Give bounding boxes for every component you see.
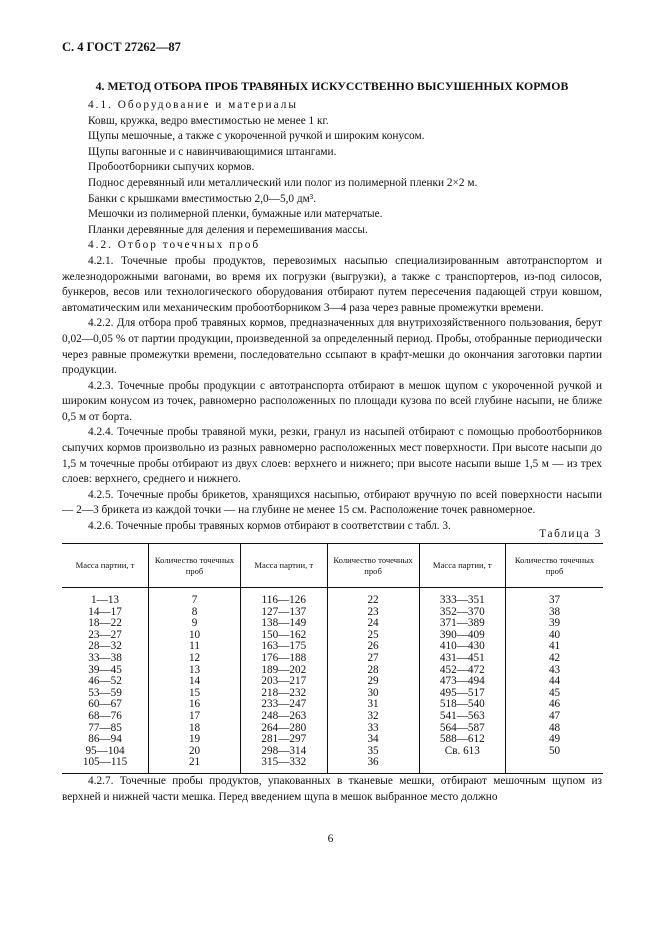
- table-cell: 564—587: [419, 723, 506, 735]
- table-cell: 233—247: [241, 699, 328, 711]
- table-cell: 315—332: [241, 757, 328, 773]
- table-cell: 473—494: [419, 676, 506, 688]
- table-row: [62, 665, 603, 677]
- table-row: [62, 618, 603, 630]
- table-cell: 86—94: [62, 734, 149, 746]
- table-cell: 20: [149, 746, 241, 758]
- table-cell: 50: [548, 744, 561, 757]
- table-cell: 23: [327, 607, 419, 619]
- table-row: [62, 607, 603, 619]
- table-row: [62, 630, 603, 642]
- table-cell: 588—612: [419, 734, 506, 746]
- column-header: Количество точечных проб: [506, 544, 603, 588]
- table-cell: 281—297: [241, 734, 328, 746]
- table-cell: 39—45: [62, 665, 149, 677]
- table-cell: 26: [327, 641, 419, 653]
- table-cell: 9: [149, 618, 241, 630]
- table-cell: 298—314: [241, 746, 328, 758]
- equipment-item: Мешочки из полимерной пленки, бумажные или матерчатые.: [88, 208, 383, 221]
- table-cell: 127—137: [241, 607, 328, 619]
- table-row: [62, 711, 603, 723]
- table-row: [62, 746, 603, 758]
- table-row: [62, 653, 603, 665]
- column-header: Количество точечных проб: [149, 544, 241, 588]
- table-cell: 47: [548, 709, 561, 722]
- table-cell: 39: [548, 617, 561, 630]
- table-cell: 29: [327, 676, 419, 688]
- table-cell: 24: [327, 618, 419, 630]
- table-cell: 541—563: [419, 711, 506, 723]
- subsection-title: 4.1. Оборудование и материалы: [88, 99, 298, 111]
- table-cell: 11: [149, 641, 241, 653]
- table-cell: 41: [548, 640, 561, 653]
- paragraph: 4.2.6. Точечные пробы травяных кормов отбирают в соответствии с табл. 3.: [88, 520, 451, 533]
- table-cell: 49: [548, 733, 561, 746]
- table-cell: 203—217: [241, 676, 328, 688]
- table-cell: [506, 757, 603, 773]
- table-row: [62, 734, 603, 746]
- table-cell: 390—409: [419, 630, 506, 642]
- table-row: [62, 723, 603, 735]
- paragraph: 4.2.7. Точечные пробы продуктов, упакованных в тканевые мешки, отбирают мешочным щупом из верхней и нижней части мешка. Перед введением щупа в мешок выбранное место должно: [62, 775, 602, 803]
- table-cell: 27: [327, 653, 419, 665]
- table-cell: 452—472: [419, 665, 506, 677]
- table-row: [62, 699, 603, 711]
- subsection-title: 4.2. Отбор точечных проб: [88, 239, 261, 252]
- table-cell: 45: [548, 686, 561, 699]
- table-cell: 22: [327, 588, 419, 607]
- table-cell: 116—126: [241, 588, 328, 607]
- table-row: [62, 588, 603, 607]
- table-cell: 32: [327, 711, 419, 723]
- table-cell: 36: [327, 757, 419, 773]
- table-cell: 60—67: [62, 699, 149, 711]
- section-title: 4. МЕТОД ОТБОРА ПРОБ ТРАВЯНЫХ ИСКУССТВЕННО ВЫСУШЕННЫХ КОРМОВ: [95, 79, 569, 93]
- table-cell: 371—389: [419, 618, 506, 630]
- table-row: [62, 688, 603, 700]
- table-3: [62, 543, 603, 774]
- table-cell: 352—370: [419, 607, 506, 619]
- table-cell: 410—430: [419, 641, 506, 653]
- table-cell: 15: [149, 688, 241, 700]
- equipment-item: Пробоотборники сыпучих кормов.: [88, 161, 255, 174]
- table-cell: 42: [548, 651, 561, 664]
- table-cell: 43: [548, 663, 561, 676]
- table-cell: 14: [149, 676, 241, 688]
- equipment-item: Банки с крышками вместимостью 2,0—5,0 дм³.: [88, 192, 317, 205]
- table-cell: 31: [327, 699, 419, 711]
- table-cell: 189—202: [241, 665, 328, 677]
- column-header: Масса партии, т: [62, 544, 149, 588]
- table-cell: 12: [149, 653, 241, 665]
- table-cell: 30: [327, 688, 419, 700]
- table-cell: 218—232: [241, 688, 328, 700]
- table-cell: 333—351: [419, 588, 506, 607]
- table-cell: 248—263: [241, 711, 328, 723]
- table-cell: 28—32: [62, 641, 149, 653]
- table-cell: 18: [149, 723, 241, 735]
- paragraph: 4.2.4. Точечные пробы травяной муки, резки, гранул из насыпей отбирают с помощью пробоотборников сыпучих кормов произвольно из разных равномерно расположенных мест поверхности. При высоте насыпи до 1,5 м точечные пробы отбирают из двух слоев: верхнего и нижнего; при высоте насыпи выше 1,5 м — из трех слоев: верхнего, среднего и нижнего.: [62, 426, 602, 486]
- table-cell: 34: [327, 734, 419, 746]
- table-cell: 18—22: [62, 618, 149, 630]
- table-row: [62, 757, 603, 773]
- table-cell: 21: [149, 757, 241, 773]
- column-header: Масса партии, т: [419, 544, 506, 588]
- paragraph: 4.2.3. Точечные пробы продукции с автотранспорта отбирают в мешок щупом с укороченной ручкой и широким конусом из точек, равномерно расположенных по площади кузова по всей глубине насыпи, не ближе 0,5 м от борта.: [62, 379, 602, 423]
- table-cell: [419, 757, 506, 773]
- table-cell: 46—52: [62, 676, 149, 688]
- table-cell: 25: [327, 630, 419, 642]
- table-cell: 17: [149, 711, 241, 723]
- table-cell: 37: [548, 594, 561, 606]
- equipment-item: Ковш, кружка, ведро вместимостью не менее 1 кг.: [88, 114, 329, 127]
- table-caption: Таблица 3: [539, 528, 602, 540]
- section-4-1: [62, 98, 602, 535]
- table-cell: 33: [327, 723, 419, 735]
- table-cell: 1—13: [62, 588, 149, 607]
- table-cell: 163—175: [241, 641, 328, 653]
- table-cell: 150—162: [241, 630, 328, 642]
- page-number: 6: [327, 833, 334, 845]
- table-cell: 53—59: [62, 688, 149, 700]
- table-cell: 68—76: [62, 711, 149, 723]
- page-header: С. 4 ГОСТ 27262—87: [62, 40, 181, 54]
- table-cell: 7: [149, 588, 241, 607]
- table-cell: 77—85: [62, 723, 149, 735]
- paragraph-4-2-7: [62, 774, 602, 805]
- table-cell: Св. 613: [419, 746, 506, 758]
- table-cell: 33—38: [62, 653, 149, 665]
- table-cell: 48: [548, 721, 561, 734]
- table-cell: 35: [327, 746, 419, 758]
- table-cell: 8: [149, 607, 241, 619]
- table-cell: 23—27: [62, 630, 149, 642]
- paragraph: 4.2.1. Точечные пробы продуктов, перевозимых насыпью специализированным автотранспортом и железнодорожными вагонами, во время их погрузки (выгрузки), а также с транспортеров, из-под силосов, бункеров, весов или технологического оборудования отбирают путем пересечения падающей струи ковшом, автоматическим или механическим пробоотборником 3—4 раза через равные промежутки времени.: [62, 254, 602, 314]
- table-row: [62, 641, 603, 653]
- table-cell: 264—280: [241, 723, 328, 735]
- equipment-item: Щупы мешочные, а также с укороченной ручкой и широким конусом.: [88, 130, 425, 143]
- column-header: Количество точечных проб: [327, 544, 419, 588]
- table-cell: 40: [548, 628, 561, 641]
- table-cell: 46: [548, 698, 561, 711]
- table-cell: 14—17: [62, 607, 149, 619]
- table-cell: 19: [149, 734, 241, 746]
- table-cell: 518—540: [419, 699, 506, 711]
- table-cell: 16: [149, 699, 241, 711]
- table-cell: 105—115: [62, 757, 149, 773]
- table-cell: 138—149: [241, 618, 328, 630]
- column-header: Масса партии, т: [241, 544, 328, 588]
- table-cell: 495—517: [419, 688, 506, 700]
- equipment-item: Щупы вагонные и с навинчивающимися штангами.: [88, 145, 337, 158]
- table-cell: 13: [149, 665, 241, 677]
- paragraph: 4.2.5. Точечные пробы брикетов, хранящихся насыпью, отбирают вручную по всей поверхности насыпи — 2—3 брикета из каждой точки — на глубине не менее 15 см. Расположение точек равномерное.: [62, 488, 602, 517]
- table-cell: 431—451: [419, 653, 506, 665]
- table-row: [62, 676, 603, 688]
- equipment-item: Поднос деревянный или металлический или полог из полимерной пленки 2×2 м.: [88, 176, 478, 189]
- table-cell: 44: [548, 675, 561, 688]
- table-cell: 176—188: [241, 653, 328, 665]
- paragraph: 4.2.2. Для отбора проб травяных кормов, предназначенных для внутрихозяйственного пользования, берут 0,02—0,05 % от партии продукции, произведенной за определенный период. Пробы, отобранные периодически через равные промежутки времени, последовательно ссыпают в крафт-мешки до окончания заготовки партии продукции.: [62, 317, 602, 377]
- table-cell: 38: [548, 605, 561, 618]
- equipment-item: Планки деревянные для деления и перемешивания массы.: [88, 223, 368, 236]
- table-cell: 10: [149, 630, 241, 642]
- table-cell: 95—104: [62, 746, 149, 758]
- table-cell: 28: [327, 665, 419, 677]
